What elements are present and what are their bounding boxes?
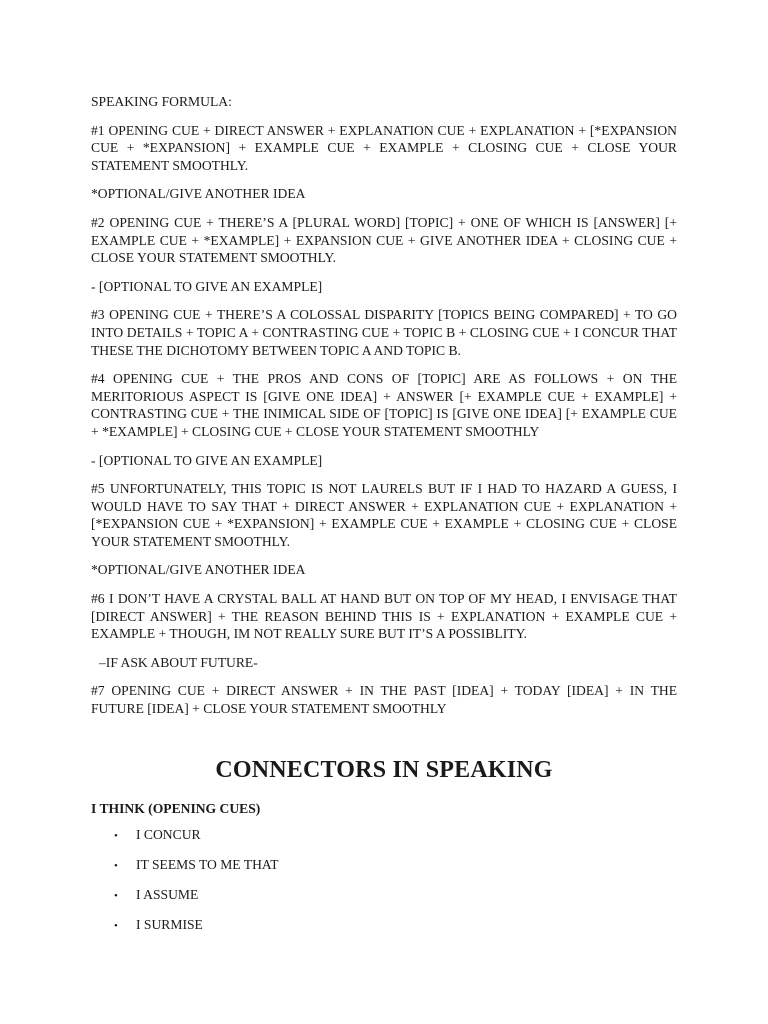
formula-6: #6 I DON’T HAVE A CRYSTAL BALL AT HAND BUT ON TOP OF MY HEAD, I ENVISAGE THAT [DIRECT ANSWER] + THE REASON BEHIND THIS IS + EXPLANATION + EXAMPLE CUE + EXAMPLE + THOUGH, IM NOT REALLY SURE BUT IT’S A POSSIBLITY. [91, 591, 677, 642]
formula-1: #1 OPENING CUE + DIRECT ANSWER + EXPLANATION CUE + EXPLANATION + [*EXPANSION CUE + *EXPANSION] + EXAMPLE CUE + EXAMPLE + CLOSING CUE + CLOSE YOUR STATEMENT SMOOTHLY. [91, 122, 677, 173]
list-item-text: I ASSUME [136, 886, 199, 902]
optional-note-4: *OPTIONAL/GIVE ANOTHER IDEA [91, 562, 306, 578]
list-item-text: I SURMISE [136, 916, 203, 932]
optional-note-2: - [OPTIONAL TO GIVE AN EXAMPLE] [91, 278, 323, 294]
section-subheading: I THINK (OPENING CUES) [91, 800, 261, 816]
bullet-icon: • [114, 859, 118, 872]
bullet-icon: • [114, 829, 118, 842]
formula-7: #7 OPENING CUE + DIRECT ANSWER + IN THE PAST [IDEA] + TODAY [IDEA] + IN THE FUTURE [IDEA] + CLOSE YOUR STATEMENT SMOOTHLY [91, 683, 677, 717]
list-item [91, 916, 677, 935]
optional-note-3: - [OPTIONAL TO GIVE AN EXAMPLE] [91, 452, 323, 468]
list-item [91, 886, 677, 905]
optional-note-1: *OPTIONAL/GIVE ANOTHER IDEA [91, 186, 306, 202]
formula-2: #2 OPENING CUE + THERE’S A [PLURAL WORD] [TOPIC] + ONE OF WHICH IS [ANSWER] [+ EXAMPLE CUE + *EXAMPLE] + EXPANSION CUE + GIVE ANOTHER IDEA + CLOSING CUE + CLOSE YOUR STATEMENT SMOOTHLY. [91, 214, 677, 266]
bullet-icon: • [114, 889, 118, 902]
bullet-icon: • [114, 919, 118, 932]
formula-5: #5 UNFORTUNATELY, THIS TOPIC IS NOT LAURELS BUT IF I HAD TO HAZARD A GUESS, I WOULD HAVE TO SAY THAT + DIRECT ANSWER + EXPLANATION CUE + EXPLANATION + [*EXPANSION CUE + *EXPANSION] + EXAMPLE CUE + EXAMPLE + CLOSING CUE + CLOSE YOUR STATEMENT SMOOTHLY. [91, 481, 677, 549]
opening-cues-list [91, 826, 677, 935]
section-heading: CONNECTORS IN SPEAKING [215, 756, 553, 783]
list-item-text: IT SEEMS TO ME THAT [136, 856, 279, 872]
list-item-text: I CONCUR [136, 826, 201, 842]
list-item [91, 856, 677, 875]
future-note: –IF ASK ABOUT FUTURE- [99, 654, 258, 670]
list-item [91, 826, 677, 845]
formula-4: #4 OPENING CUE + THE PROS AND CONS OF [TOPIC] ARE AS FOLLOWS + ON THE MERITORIOUS ASPECT IS [GIVE ONE IDEA] + ANSWER [+ EXAMPLE CUE + EXAMPLE] + CONTRASTING CUE + THE INIMICAL SIDE OF [TOPIC] IS [GIVE ONE IDEA] [+ EXAMPLE CUE + *EXAMPLE] + CLOSING CUE + CLOSE YOUR STATEMENT SMOOTHLY [91, 371, 677, 439]
formula-title: SPEAKING FORMULA: [91, 94, 232, 109]
document-page [91, 93, 677, 946]
formula-3: #3 OPENING CUE + THERE’S A COLOSSAL DISPARITY [TOPICS BEING COMPARED] + TO GO INTO DETAILS + TOPIC A + CONTRASTING CUE + TOPIC B + CLOSING CUE + I CONCUR THAT THESE THE DICHOTOMY BETWEEN TOPIC A AND TOPIC B. [91, 307, 677, 358]
